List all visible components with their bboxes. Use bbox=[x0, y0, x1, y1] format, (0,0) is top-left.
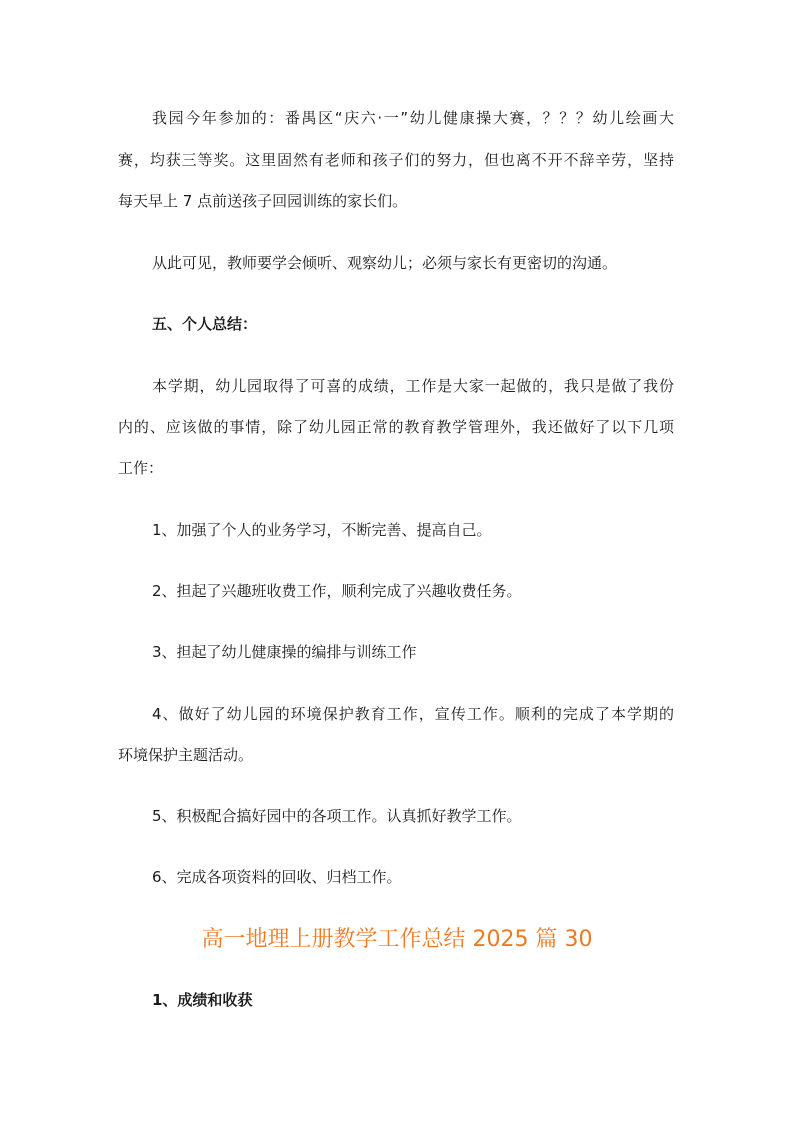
article-title: 高一地理上册教学工作总结 2025 篇 30 bbox=[201, 927, 593, 952]
list-item: 4、做好了幼儿园的环境保护教育工作，宣传工作。顺利的完成了本学期的 bbox=[152, 705, 674, 723]
list-item: 2、担起了兴趣班收费工作，顺利完成了兴趣收费任务。 bbox=[152, 582, 522, 600]
list-item-continuation: 环境保护主题活动。 bbox=[118, 746, 254, 764]
paragraph-line: 本学期，幼儿园取得了可喜的成绩，工作是大家一起做的，我只是做了我份 bbox=[152, 377, 674, 395]
list-item: 3、担起了幼儿健康操的编排与训练工作 bbox=[152, 643, 417, 661]
paragraph-line: 我园今年参加的：番禺区“庆六·一”幼儿健康操大赛，？？？幼儿绘画大 bbox=[152, 109, 674, 127]
paragraph-line: 赛，均获三等奖。这里固然有老师和孩子们的努力，但也离不开不辞辛劳，坚持 bbox=[118, 151, 674, 169]
list-item: 1、加强了个人的业务学习，不断完善、提高自己。 bbox=[152, 521, 492, 539]
list-item: 5、积极配合搞好园中的各项工作。认真抓好教学工作。 bbox=[152, 807, 522, 825]
paragraph-line: 每天早上 7 点前送孩子回园训练的家长们。 bbox=[118, 192, 408, 210]
paragraph-line: 内的、应该做的事情，除了幼儿园正常的教育教学管理外，我还做好了以下几项 bbox=[118, 418, 674, 436]
paragraph-line: 工作： bbox=[118, 459, 164, 477]
subheading: 1、成绩和收获 bbox=[152, 991, 253, 1009]
section-heading: 五、个人总结： bbox=[152, 315, 258, 333]
paragraph-line: 从此可见，教师要学会倾听、观察幼儿；必须与家长有更密切的沟通。 bbox=[152, 254, 618, 272]
list-item: 6、完成各项资料的回收、归档工作。 bbox=[152, 868, 402, 886]
